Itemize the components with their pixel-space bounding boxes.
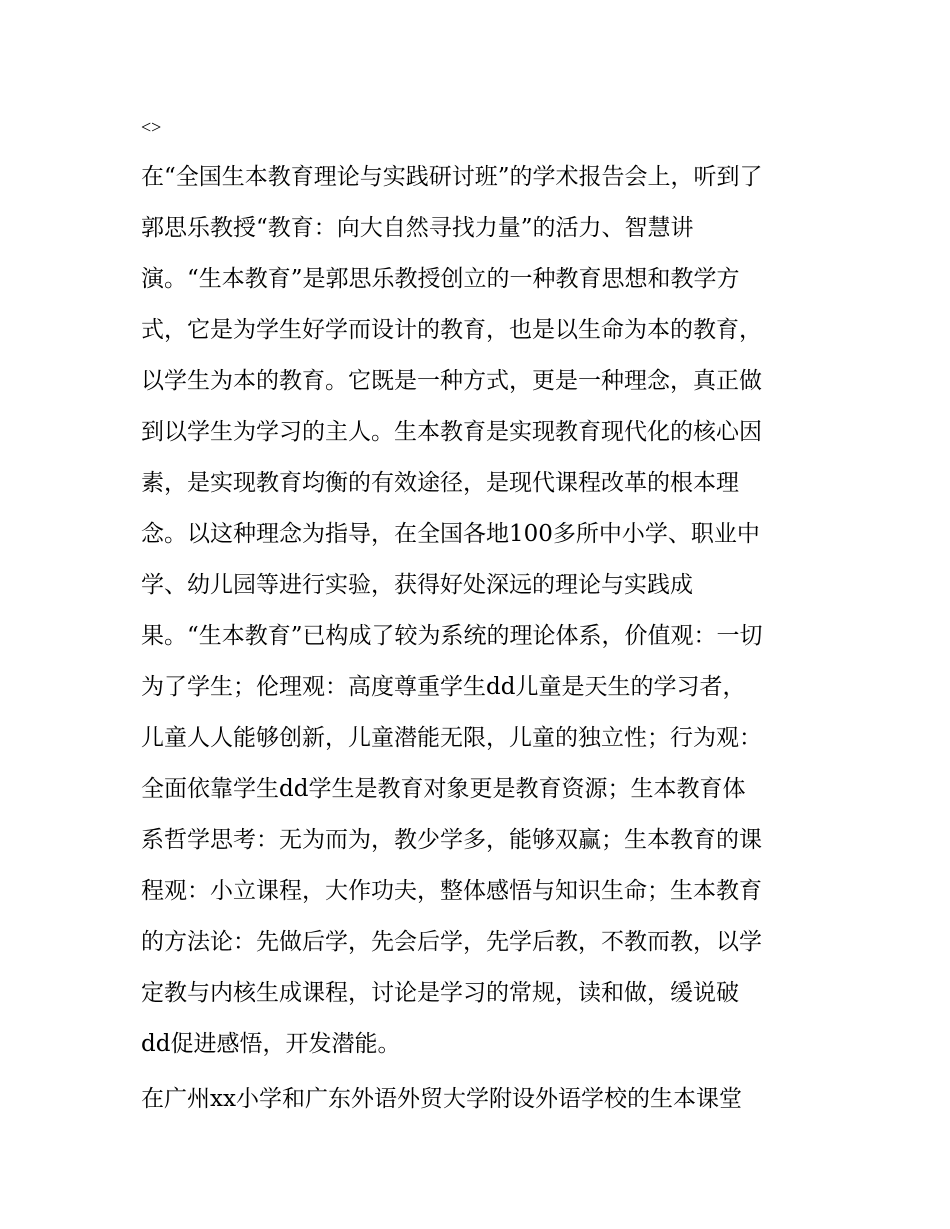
page-marker: <> [141, 117, 162, 137]
text-line: 在“全国生本教育理论与实践研讨班”的学术报告会上，听到了 [141, 164, 763, 190]
text-line: 系哲学思考：无为而为，教少学多，能够双赢；生本教育的课 [141, 827, 762, 853]
paragraph-1 [141, 152, 817, 1070]
text-line: 的方法论：先做后学，先会后学，先学后教，不教而教，以学 [141, 929, 762, 955]
text-line: 素，是实现教育均衡的有效途径，是现代课程改革的根本理 [141, 470, 739, 496]
text-line: 式，它是为学生好学而设计的教育，也是以生命为本的教育， [141, 317, 762, 343]
document-body [141, 152, 817, 1125]
text-line: 全面依靠学生dd学生是教育对象更是教育资源；生本教育体 [141, 776, 746, 802]
text-line: 学、幼儿园等进行实验，获得好处深远的理论与实践成 [141, 572, 693, 598]
text-line: 定教与内核生成课程，讨论是学习的常规，读和做，缓说破 [141, 980, 739, 1006]
text-line: 郭思乐教授“教育：向大自然寻找力量”的活力、智慧讲 [141, 215, 694, 241]
paragraph-2 [141, 1074, 817, 1125]
text-line: 程观：小立课程，大作功夫，整体感悟与知识生命；生本教育 [141, 878, 762, 904]
text-line: 为了学生；伦理观：高度尊重学生dd儿童是天生的学习者， [141, 674, 746, 700]
text-line: 果。“生本教育”已构成了较为系统的理论体系，价值观：一切 [141, 623, 763, 649]
text-line: 演。“生本教育”是郭思乐教授创立的一种教育思想和教学方 [141, 266, 740, 292]
text-line: dd促进感悟，开发潜能。 [141, 1031, 401, 1057]
text-line: 以学生为本的教育。它既是一种方式，更是一种理念，真正做 [141, 368, 762, 394]
text-line: 儿童人人能够创新，儿童潜能无限，儿童的独立性；行为观： [141, 725, 762, 751]
text-line: 到以学生为学习的主人。生本教育是实现教育现代化的核心因 [141, 419, 762, 445]
text-line: 念。以这种理念为指导，在全国各地100多所中小学、职业中 [141, 521, 760, 547]
text-line: 在广州xx小学和广东外语外贸大学附设外语学校的生本课堂 [141, 1086, 742, 1112]
